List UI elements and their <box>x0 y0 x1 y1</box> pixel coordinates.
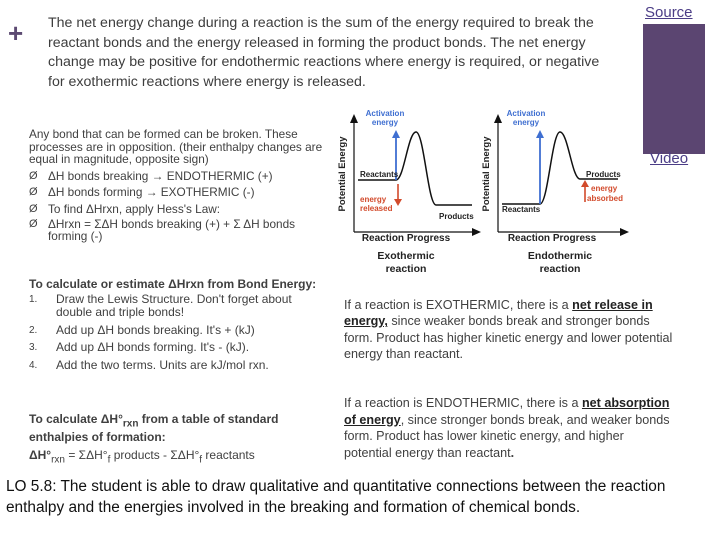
exothermic-explanation: If a reaction is EXOTHERMIC, there is a net release in energy, since weaker bonds break and stronger bonds form. Product has higher kinetic energy and lower potential energy than reactant. <box>344 298 673 362</box>
y-axis-title: Potential Energy <box>481 136 492 212</box>
list-item: Ø ΔH bonds breaking → ENDOTHERMIC (+) <box>29 168 273 183</box>
bond-energy-calculation <box>29 279 324 376</box>
absorbed-arrow-head-icon <box>581 180 589 187</box>
energy-absorbed-label: absorbed <box>587 194 624 203</box>
arrow-bullet-icon: Ø <box>29 169 38 182</box>
list-item: 3. Add up ΔH bonds forming. It's - (kJ). <box>29 340 250 355</box>
formation-enthalpy-calculation <box>29 413 329 465</box>
reactants-label: Reactants <box>502 205 541 214</box>
list-item: Ø ΔHrxn = ΣΔH bonds breaking (+) + Σ ΔH bonds forming (-) <box>29 216 296 244</box>
bond-energy-steps <box>29 293 324 372</box>
energy-released-label: energy <box>360 195 387 204</box>
activation-arrow-head-icon <box>392 130 400 138</box>
formation-equation: $\Delta H^\circ_{rxn} = \Sigma\Delta H^\circ_f$ products - $\Sigma\Delta H^\circ_f$ reactants <box>29 447 255 466</box>
diagram-caption: Exothermic <box>377 250 435 262</box>
products-label: Products <box>586 170 621 179</box>
formation-heading: To calculate $\Delta H^\circ_{rxn}$ from a table of standard enthalpies of formation: <box>29 412 279 445</box>
x-axis-title: Reaction Progress <box>507 233 597 244</box>
activation-label: energy <box>371 118 399 127</box>
list-item: 4. Add the two terms. Units are kJ/mol rxn. <box>29 357 269 372</box>
energy-released-label: released <box>360 204 393 213</box>
video-link[interactable]: Video <box>650 150 689 167</box>
released-arrow-head-icon <box>394 199 402 206</box>
x-axis-title: Reaction Progress <box>361 233 451 244</box>
arrow-bullet-icon: Ø <box>29 186 38 199</box>
plus-icon: + <box>8 18 24 48</box>
energy-absorbed-label: energy <box>591 184 618 193</box>
bond-breaking-section <box>29 128 324 243</box>
activation-label: Activation <box>365 109 405 118</box>
list-item: 2. Add up ΔH bonds breaking. It's + (kJ) <box>29 322 255 337</box>
list-item: 1. Draw the Lewis Structure. Don't forget about double and triple bonds! <box>29 292 292 320</box>
activation-arrow-head-icon <box>536 130 544 138</box>
y-axis-arrow-icon <box>494 114 502 123</box>
activation-label: energy <box>512 118 540 127</box>
x-axis-arrow-icon <box>620 228 629 236</box>
diagram-caption: Endothermic <box>527 250 593 262</box>
endothermic-energy-diagram <box>480 104 632 280</box>
arrow-bullet-icon: Ø <box>29 217 38 230</box>
reactants-label: Reactants <box>360 170 399 179</box>
diagram-caption: reaction <box>385 263 427 275</box>
source-link[interactable]: Source <box>645 4 693 21</box>
endothermic-explanation: If a reaction is ENDOTHERMIC, there is a net absorption of energy, since stronger bonds break, and weaker bonds form. Product has lower kinetic energy, and higher potential energy than reactant. <box>344 396 670 460</box>
diagram-caption: reaction <box>539 263 581 275</box>
arrow-bullet-icon: Ø <box>29 202 38 215</box>
learning-objective: LO 5.8: The student is able to draw qualitative and quantitative connections between the reaction enthalpy and the energies involved in the breaking and formation of chemical bonds. <box>6 478 666 516</box>
bond-bullet-list <box>29 168 324 243</box>
bond-energy-heading: To calculate or estimate ΔHrxn from Bond Energy: <box>29 277 317 291</box>
products-label: Products <box>439 212 474 221</box>
activation-label: Activation <box>506 109 546 118</box>
y-axis-title: Potential Energy <box>337 136 348 212</box>
list-item: Ø To find ΔHrxn, apply Hess's Law: <box>29 201 221 216</box>
y-axis-arrow-icon <box>350 114 358 123</box>
sidebar-accent-bar <box>643 24 705 154</box>
list-item: Ø ΔH bonds forming → EXOTHERMIC (-) <box>29 185 255 200</box>
exothermic-energy-diagram <box>336 104 486 280</box>
intro-paragraph: The net energy change during a reaction is the sum of the energy required to break the reactant bonds and the energy released in forming the product bonds. The net energy change may be positive for endothermic reactions where energy is required, or negative for exothermic reactions where energy is released. <box>48 15 600 90</box>
bond-section-intro: Any bond that can be formed can be broken. These processes are in opposition. (their enthalpy changes are equal in magnitude, opposite sign) <box>29 127 323 167</box>
